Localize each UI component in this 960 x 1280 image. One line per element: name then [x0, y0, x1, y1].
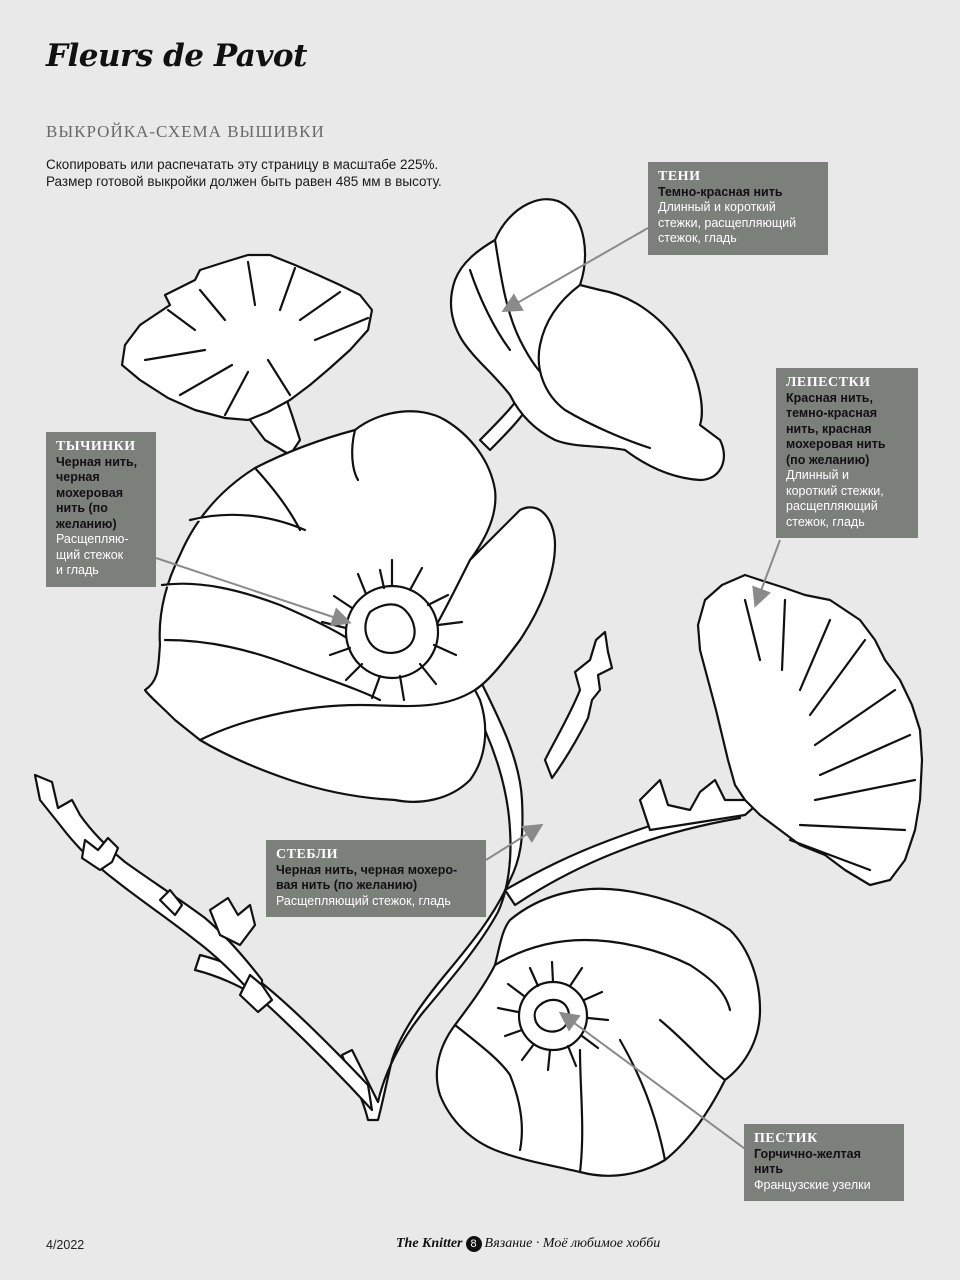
upper-right-twig: [545, 632, 612, 778]
label-stitch: и гладь: [56, 563, 99, 577]
label-thread: Черная нить,: [56, 454, 138, 469]
instruction-line: Скопировать или распечатать эту страницу в масштабе 225%.: [46, 157, 439, 172]
magazine-footer: [396, 1236, 660, 1252]
label-thread: Горчично-желтая: [754, 1146, 861, 1161]
label-thread: Красная нить,: [786, 390, 873, 405]
label-teni: [648, 162, 828, 255]
label-stebli: [266, 840, 486, 917]
label-stitch: стежок, гладь: [658, 231, 737, 245]
label-stitch: короткий стежки,: [786, 483, 884, 498]
page-number: 8: [466, 1236, 482, 1252]
label-title: СТЕБЛИ: [276, 847, 339, 862]
label-stitch: стежки, расщепляющий: [658, 215, 797, 230]
label-thread: черная: [56, 470, 100, 484]
issue-date: 4/2022: [46, 1238, 85, 1252]
label-thread: темно-красная: [786, 406, 878, 420]
label-thread: нить (по: [56, 501, 108, 515]
label-lepestki: [776, 368, 918, 538]
label-stitch: Длинный и: [786, 468, 849, 482]
label-thread: мохеровая: [56, 485, 124, 500]
magazine-brand: The Knitter: [396, 1236, 463, 1251]
magazine-tagline: Вязание · Моё любимое хобби: [484, 1236, 661, 1251]
label-thread: вая нить (по желанию): [276, 878, 418, 892]
label-thread: Черная нить, черная мохеро-: [276, 862, 458, 877]
label-stitch: расщепляющий: [786, 499, 878, 513]
label-stitch: Расщепляю-: [56, 532, 129, 546]
label-title: ТЕНИ: [658, 169, 701, 184]
label-stitch: Французские узелки: [754, 1177, 871, 1192]
label-stitch: Расщепляющий стежок, гладь: [276, 893, 451, 908]
label-stitch: стежок, гладь: [786, 514, 865, 529]
label-pestik: [744, 1124, 904, 1201]
label-thread: нить, красная: [786, 421, 872, 436]
label-title: ТЫЧИНКИ: [56, 439, 136, 454]
label-tychinki: [46, 432, 156, 587]
label-title: ПЕСТИК: [754, 1131, 818, 1146]
page-title: Fleurs de Pavot: [46, 38, 307, 74]
label-thread: (по желанию): [786, 452, 870, 467]
label-stitch: Длинный и короткий: [658, 200, 776, 214]
label-thread: желанию): [56, 516, 117, 531]
label-thread: Темно-красная нить: [658, 184, 783, 199]
label-thread: нить: [754, 1162, 784, 1176]
right-poppy: [698, 575, 922, 885]
label-thread: мохеровая нить: [786, 437, 886, 451]
instruction-line: Размер готовой выкройки должен быть равен 485 мм в высоту.: [46, 174, 442, 189]
label-stitch: щий стежок: [56, 547, 124, 562]
left-branch: [195, 955, 372, 1110]
page-subtitle: ВЫКРОЙКА-СХЕМА ВЫШИВКИ: [46, 122, 325, 141]
label-title: ЛЕПЕСТКИ: [786, 375, 871, 390]
top-left-poppy: [122, 255, 372, 420]
